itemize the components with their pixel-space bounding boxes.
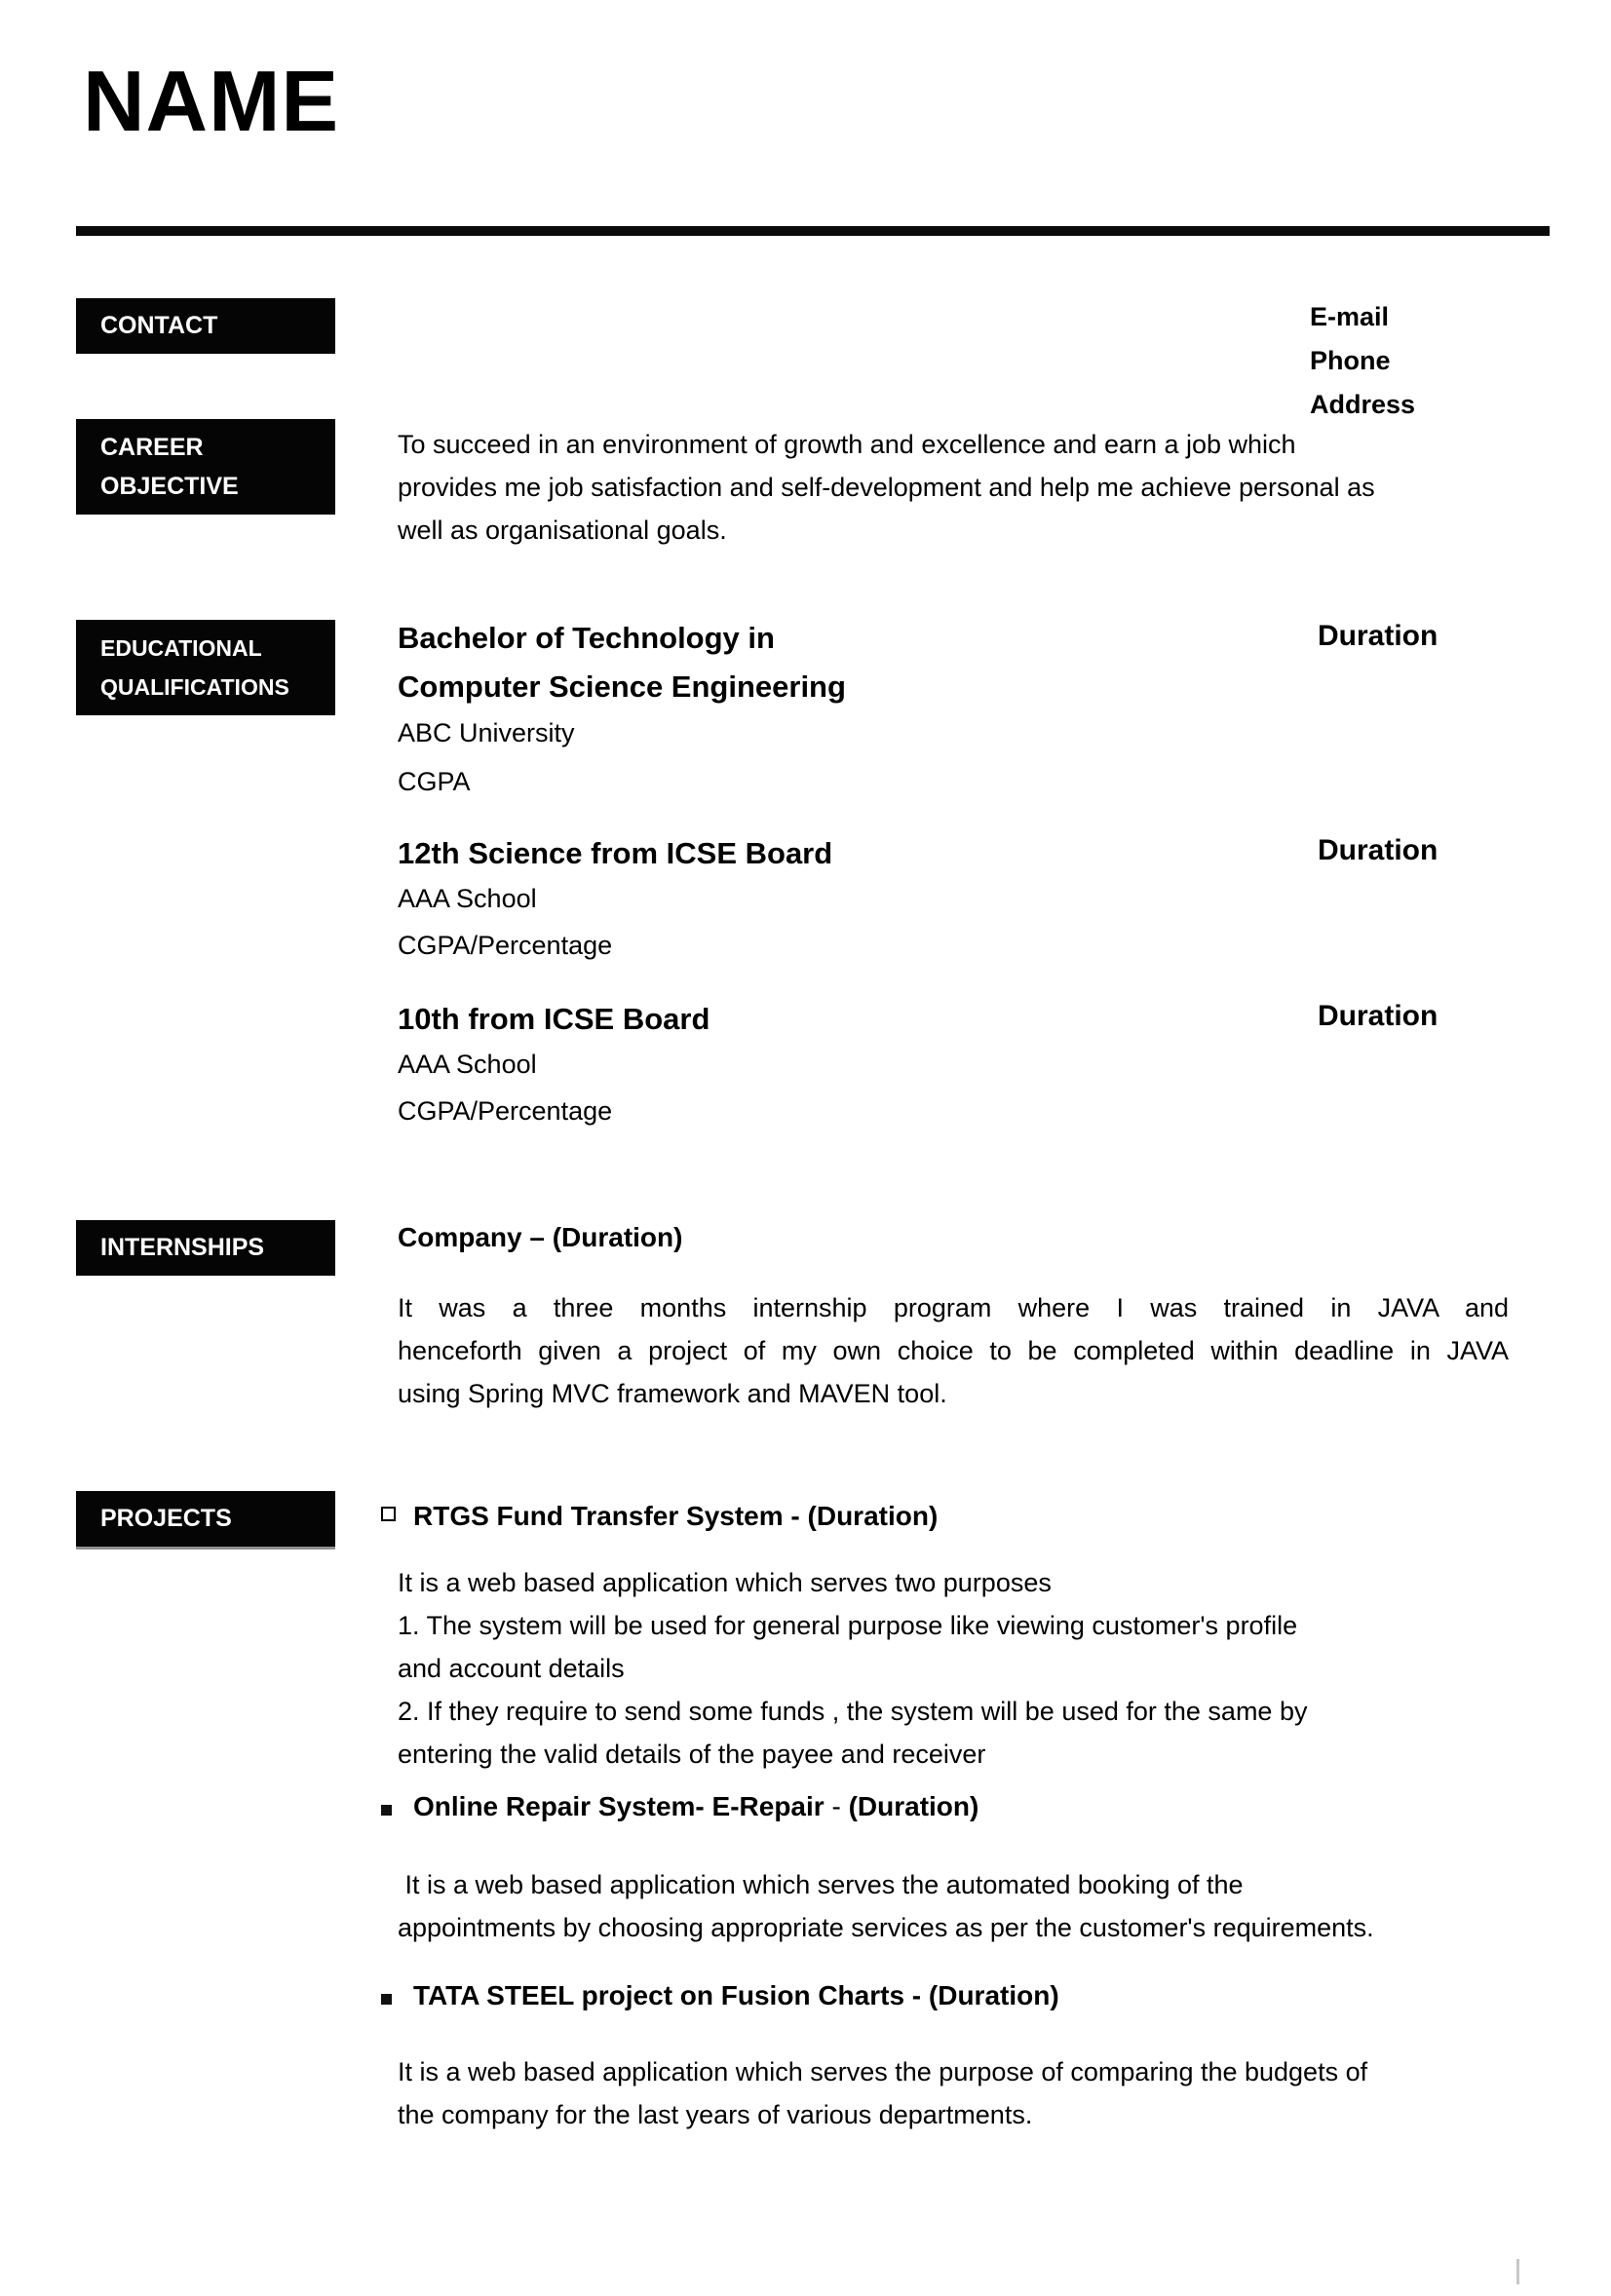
projects-label: PROJECTS — [100, 1505, 232, 1532]
project-line: entering the valid details of the payee and receiver — [398, 1740, 986, 1769]
education-label-line2: QUALIFICATIONS — [100, 674, 289, 700]
internship-line: using Spring MVC framework and MAVEN tool. — [398, 1379, 947, 1408]
contact-email-label: E-mail — [1310, 302, 1390, 331]
project-title-text: RTGS Fund Transfer System - (Duration) — [413, 1501, 939, 1531]
education-entry-title: 10th from ICSE Board — [398, 1002, 710, 1036]
project-line: the company for the last years of various departments. — [398, 2100, 1033, 2129]
contact-address-label: Address — [1310, 390, 1416, 419]
internships-label: INTERNSHIPS — [100, 1234, 265, 1261]
internship-company-heading: Company – (Duration) — [398, 1222, 683, 1252]
project-line: 1. The system will be used for general purpose like viewing customer's profile — [398, 1611, 1298, 1640]
contact-label: CONTACT — [100, 312, 218, 339]
header-divider — [76, 226, 1550, 236]
project-description — [398, 2050, 1367, 2136]
project-line: It is a web based application which serves the purpose of comparing the budgets of — [398, 2057, 1368, 2086]
section-label-internships — [76, 1220, 335, 1276]
contact-info — [1310, 295, 1415, 427]
contact-phone-label: Phone — [1310, 346, 1391, 375]
project-title — [413, 1791, 978, 1822]
education-score: CGPA — [398, 767, 471, 796]
project-title — [413, 1980, 1059, 2011]
education-duration: Duration — [1318, 620, 1438, 652]
education-title-line: Bachelor of Technology in — [398, 621, 775, 655]
education-title-line: Computer Science Engineering — [398, 670, 846, 704]
education-duration: Duration — [1318, 1000, 1438, 1032]
education-entry-title: 12th Science from ICSE Board — [398, 836, 833, 870]
education-institution: AAA School — [398, 1050, 537, 1079]
project-title-duration: (Duration) — [848, 1791, 979, 1821]
career-objective-line: well as organisational goals. — [398, 516, 727, 545]
hollow-square-bullet-icon — [381, 1507, 396, 1521]
career-objective-label-line1: CAREER — [100, 434, 204, 461]
internship-description — [398, 1286, 1514, 1415]
project-title-text: Online Repair System- E-Repair — [413, 1791, 825, 1821]
page-title: NAME — [83, 53, 340, 149]
text-cursor-artifact — [1516, 2259, 1519, 2284]
project-line: It is a web based application which serves the automated booking of the — [398, 1870, 1244, 1899]
project-line: appointments by choosing appropriate services as per the customer's requirements. — [398, 1913, 1374, 1942]
project-line: It is a web based application which serves two purposes — [398, 1568, 1052, 1597]
project-title — [413, 1501, 938, 1532]
project-title-sep: - — [824, 1791, 849, 1821]
education-score: CGPA/Percentage — [398, 931, 613, 960]
section-label-career-objective — [76, 419, 335, 515]
project-description — [398, 1863, 1374, 1949]
section-label-contact — [76, 298, 335, 354]
internship-line: henceforth given a project of my own choice to be completed within deadline in JAVA — [398, 1336, 1509, 1365]
project-title-text: TATA STEEL project on Fusion Charts - (Duration) — [413, 1980, 1059, 2010]
education-label-line1: EDUCATIONAL — [100, 635, 262, 661]
section-label-education — [76, 620, 335, 715]
education-institution: ABC University — [398, 718, 575, 747]
career-objective-text — [398, 423, 1375, 552]
career-objective-line: To succeed in an environment of growth and excellence and earn a job which — [398, 430, 1296, 459]
square-bullet-icon — [381, 1994, 392, 2005]
career-objective-label-line2: OBJECTIVE — [100, 473, 239, 500]
section-label-projects — [76, 1491, 335, 1550]
education-institution: AAA School — [398, 884, 537, 913]
career-objective-line: provides me job satisfaction and self-development and help me achieve personal as — [398, 473, 1375, 502]
education-duration: Duration — [1318, 834, 1438, 866]
project-line: 2. If they require to send some funds , the system will be used for the same by — [398, 1697, 1308, 1726]
square-bullet-icon — [381, 1805, 392, 1816]
project-description — [398, 1561, 1307, 1776]
project-line: and account details — [398, 1654, 625, 1683]
internship-line: It was a three months internship program where I was trained in JAVA and — [398, 1293, 1509, 1322]
education-score: CGPA/Percentage — [398, 1096, 613, 1126]
education-entry-title — [398, 614, 846, 711]
